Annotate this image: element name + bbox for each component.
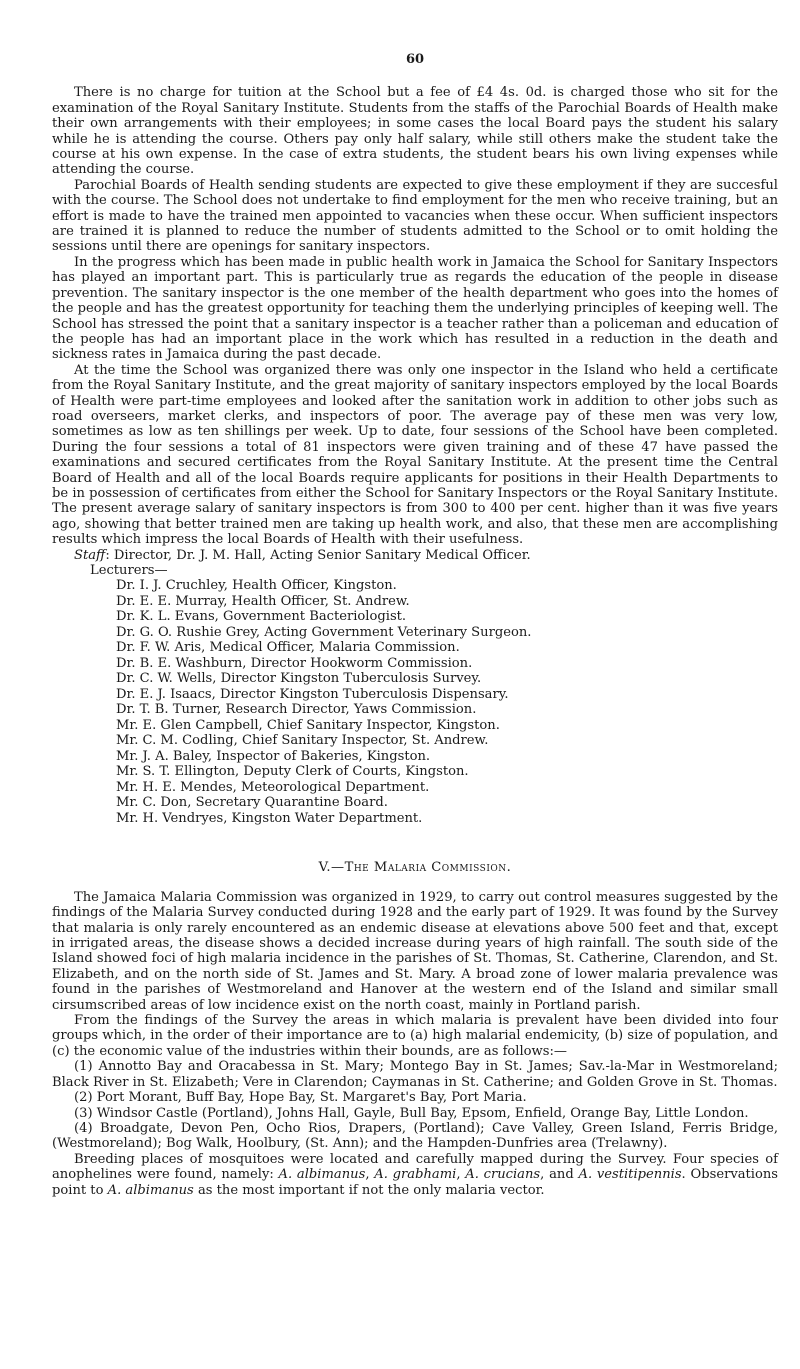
lecturer-item: Dr. C. W. Wells, Director Kingston Tuberculosis Survey. bbox=[116, 671, 482, 687]
lecturers-heading: Lecturers— bbox=[90, 563, 168, 578]
paragraph-tuition: There is no charge for tuition at the School but a fee of £4 4s. 0d. is charged those who sit for the examination of the Royal Sanitary Institute. Students from the staffs of the Parochial Boards of Health make their own arrangements with their employees; in some cases the local Board pays the student his salary while he is attending the course. Others pay only half salary, while still others make the student take the course at his own expense. In the case of extra students, the student bears his own living expenses while attending the course. bbox=[52, 85, 778, 178]
area-group-item: (3) Windsor Castle (Portland), Johns Hall, Gayle, Bull Bay, Epsom, Enfield, Orange Bay, Little London. bbox=[74, 1105, 749, 1121]
paragraph-malaria-groups: From the findings of the Survey the areas in which malaria is prevalent have been divided into four groups which, in the order of their importance are to (a) high malarial endemicity, (b) size of population, and (c) the economic value of the industries within their bounds, are as follows:— bbox=[52, 1013, 778, 1059]
area-group-item: (2) Port Morant, Buff Bay, Hope Bay, St. Margaret's Bay, Port Maria. bbox=[74, 1090, 527, 1106]
area-group-item: (1) Annotto Bay and Oracabessa in St. Mary; Montego Bay in St. James; Sav.-la-Mar in Westmoreland; Black River in St. Elizabeth; Vere in Clarendon; Caymanas in St. Catherine; and Golden Grove in St. Thomas. bbox=[52, 1059, 778, 1090]
staff-line bbox=[52, 548, 778, 563]
paragraph-employment: Parochial Boards of Health sending students are expected to give these employment if they are succesful with the course. The School does not undertake to find employment for the men who receive training, but an effort is made to have the trained men appointed to vacancies when these occur. When sufficient inspectors are trained it is planned to reduce the number of students admitted to the School or to omit holding the sessions until there are openings for sanitary inspectors. bbox=[52, 177, 778, 255]
species-name: A. vestitipennis bbox=[578, 1167, 682, 1183]
area-group-item: (4) Broadgate, Devon Pen, Ocho Rios, Drapers, (Portland); Cave Valley, Green Island, Ferris Bridge, (Westmoreland); Bog Walk, Hoolbury, (St. Ann); and the Hampden-Dunfries area (Trelawny). bbox=[52, 1120, 778, 1152]
species-name: A. crucians bbox=[465, 1167, 541, 1183]
paragraph-malaria-commission: The Jamaica Malaria Commission was organized in 1929, to carry out control measures suggested by the findings of the Malaria Survey conducted during 1928 and the early part of 1929. It was found by the Survey that malaria is only rarely encountered as an endemic disease at elevations above 500 feet and that, except in irrigated areas, the disease shows a decided increase during years of high rainfall. The south side of the Island showed foci of high malaria incidence in the parishes of St. Thomas, St. Catherine, Clarendon, and St. Elizabeth, and on the north side of St. James and St. Mary. A broad zone of lower malaria prevalence was found in the parishes of Westmoreland and Hanover at the western end of the Island and similar small cirsumscribed areas of low incidence exist on the north coast, mainly in Portland parish. bbox=[52, 889, 778, 1013]
staff-label: Staff bbox=[74, 547, 106, 563]
lecturer-item: Mr. S. T. Ellington, Deputy Clerk of Courts, Kingston. bbox=[116, 764, 469, 780]
lecturer-item: Dr. E. E. Murray, Health Officer, St. Andrew. bbox=[116, 593, 410, 609]
lecturer-item: Dr. G. O. Rushie Grey, Acting Government Veterinary Surgeon. bbox=[116, 624, 532, 640]
lecturer-item: Mr. J. A. Baley, Inspector of Bakeries, Kingston. bbox=[116, 748, 431, 764]
paragraph-anophelines: Breeding places of mosquitoes were located and carefully mapped during the Survey. Four species of anophelines were found, namely: A. albimanus, A. grabhami, A. crucians, and A. vestitipennis. Observations point to A. albimanus as the most important if not the only malaria vector. bbox=[52, 1151, 779, 1198]
closing-text-1: Breeding places of mosquitoes were located and carefully mapped during the Survey. Four species of anophelines were found, namely: bbox=[52, 1151, 778, 1183]
closing-text-3: as the most important if not the only malaria vector. bbox=[193, 1182, 545, 1198]
section-number: V.— bbox=[318, 860, 345, 876]
section-title: The Malaria Commission. bbox=[344, 860, 512, 876]
lecturer-item: Dr. I. J. Cruchley, Health Officer, Kingston. bbox=[116, 578, 397, 594]
section-heading bbox=[52, 860, 778, 875]
lecturers-list bbox=[52, 578, 778, 826]
species-name: A. albimanus bbox=[278, 1167, 366, 1183]
lecturer-item: Mr. C. M. Codling, Chief Sanitary Inspector, St. Andrew. bbox=[116, 733, 489, 749]
malaria-areas-list bbox=[52, 1059, 778, 1151]
staff-director: : Director, Dr. J. M. Hall, Acting Senior Sanitary Medical Officer. bbox=[105, 547, 531, 563]
species-name: A. albimanus bbox=[107, 1182, 194, 1198]
lecturer-item: Dr. K. L. Evans, Government Bacteriologist. bbox=[116, 609, 407, 625]
paragraph-progress: In the progress which has been made in public health work in Jamaica the School for Sanitary Inspectors has played an important part. This is particularly true as regards the education of the people in disease prevention. The sanitary inspector is the one member of the health department who goes into the homes of the people and has the greatest opportunity for teaching them the underlying principles of keeping well. The School has stressed the point that a sanitary inspector is a teacher rather than a policeman and education of the people has had an important place in the work which has resulted in a reduction in the death and sickness rates in Jamaica during the past decade. bbox=[52, 254, 778, 363]
lecturer-item: Dr. B. E. Washburn, Director Hookworm Commission. bbox=[116, 655, 473, 671]
closing-text-2: Observations point to bbox=[52, 1167, 779, 1198]
lecturer-item: Mr. H. Vendryes, Kingston Water Department. bbox=[116, 810, 423, 826]
lecturer-item: Mr. H. E. Mendes, Meteorological Department. bbox=[116, 779, 430, 795]
paragraph-history: At the time the School was organized there was only one inspector in the Island who held a certificate from the Royal Sanitary Institute, and the great majority of sanitary inspectors employed by the local Boards of Health were part-time employees and looked after the sanitation work in addition to other jobs such as road overseers, market clerks, and inspectors of poor. The average pay of these men was very low, sometimes as low as ten shillings per week. Up to date, four sessions of the School have been completed. During the four sessions a total of 81 inspectors were given training and of these 47 have passed the examinations and secured certificates from the Royal Sanitary Institute. At the present time the Central Board of Health and all of the local Boards require applicants for positions in their Health Departments to be in possession of certificates from either the School for Sanitary Inspectors or the Royal Sanitary Institute. The present average salary of sanitary inspectors is from 300 to 400 per cent. higher than it was five years ago, showing that better trained men are taking up health work, and also, that these men are accomplishing results which impress the local Boards of Health with their usefulness. bbox=[52, 362, 778, 548]
lecturer-item: Dr. F. W. Aris, Medical Officer, Malaria Commission. bbox=[116, 640, 460, 656]
lecturer-item: Dr. E. J. Isaacs, Director Kingston Tuberculosis Dispensary. bbox=[116, 686, 509, 702]
page-number: 60 bbox=[405, 52, 425, 67]
lecturer-item: Mr. C. Don, Secretary Quarantine Board. bbox=[116, 795, 388, 811]
lecturer-item: Mr. E. Glen Campbell, Chief Sanitary Inspector, Kingston. bbox=[116, 717, 500, 733]
lecturer-item: Dr. T. B. Turner, Research Director, Yaws Commission. bbox=[116, 702, 477, 718]
species-name: A. grabhami bbox=[374, 1167, 457, 1183]
